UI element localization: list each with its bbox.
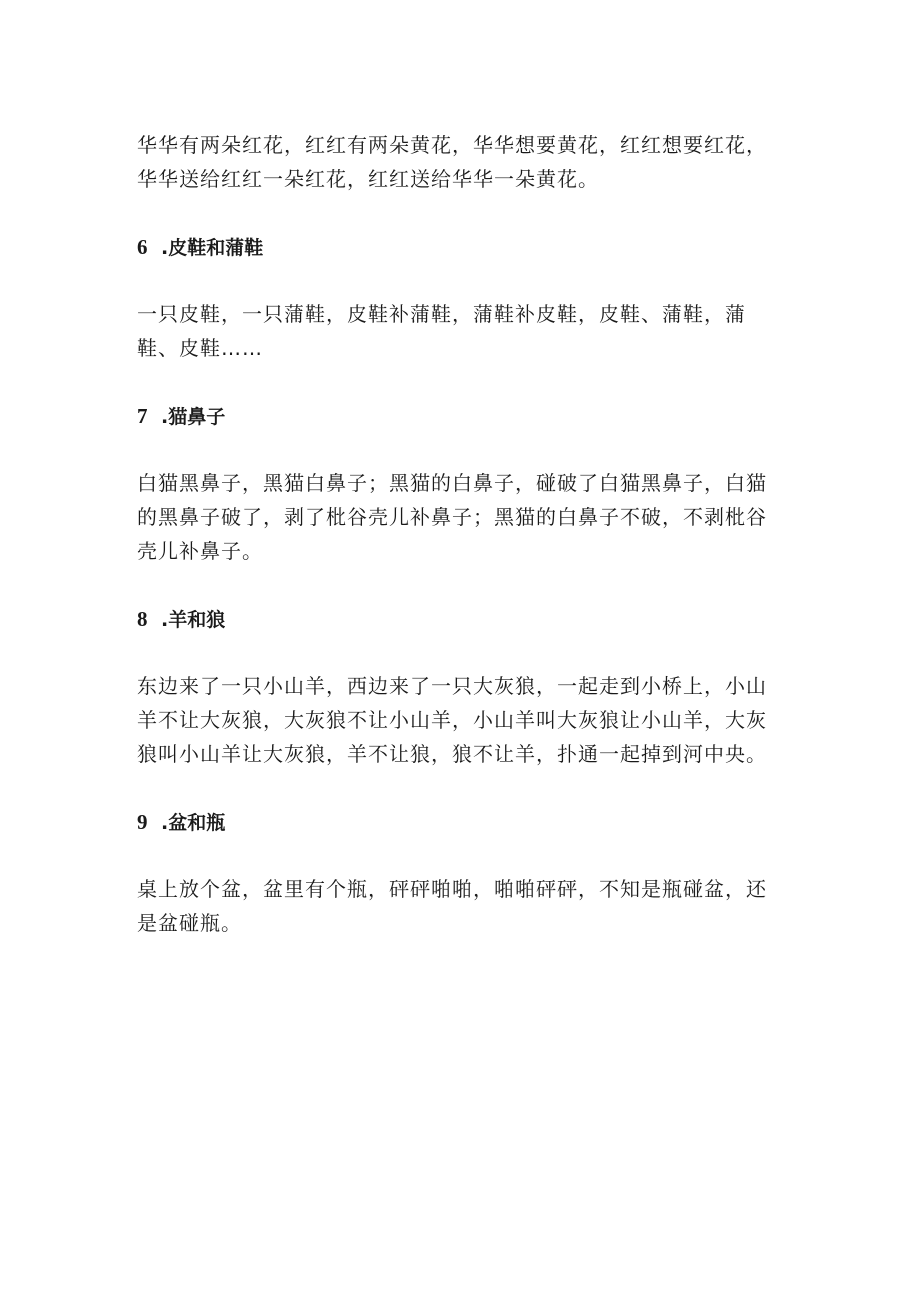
intro-paragraph: 华华有两朵红花，红红有两朵黄花，华华想要黄花，红红想要红花，华华送给红红一朵红花，红红送给华华一朵黄花。	[137, 133, 767, 191]
section-7-title: .猫鼻子	[161, 406, 226, 428]
section-9-heading	[137, 807, 787, 838]
section-7-number: 7	[137, 404, 148, 428]
section-6-number: 6	[137, 235, 148, 259]
section-7-heading	[137, 401, 787, 432]
section-8-title: .羊和狼	[161, 609, 226, 631]
section-8-number: 8	[137, 607, 148, 631]
section-9-text: 桌上放个盆，盆里有个瓶，砰砰啪啪，啪啪砰砰，不知是瓶碰盆，还是盆碰瓶。	[137, 877, 767, 935]
document-page	[137, 128, 787, 940]
section-9-number: 9	[137, 810, 148, 834]
section-6-heading	[137, 232, 787, 263]
section-6-text: 一只皮鞋，一只蒲鞋，皮鞋补蒲鞋，蒲鞋补皮鞋，皮鞋、蒲鞋，蒲鞋、皮鞋……	[137, 302, 746, 360]
section-8-text: 东边来了一只小山羊，西边来了一只大灰狼，一起走到小桥上，小山羊不让大灰狼，大灰狼不让小山羊，小山羊叫大灰狼让小山羊，大灰狼叫小山羊让大灰狼，羊不让狼，狼不让羊，扑通一起掉到河中央。	[137, 674, 767, 766]
section-8-heading	[137, 604, 787, 635]
section-9-title: .盆和瓶	[161, 812, 226, 834]
section-7-text: 白猫黑鼻子，黑猫白鼻子；黑猫的白鼻子，碰破了白猫黑鼻子，白猫的黑鼻子破了，剥了枇谷壳儿补鼻子；黑猫的白鼻子不破，不剥枇谷壳儿补鼻子。	[137, 471, 767, 563]
section-6-title: .皮鞋和蒲鞋	[161, 237, 264, 259]
